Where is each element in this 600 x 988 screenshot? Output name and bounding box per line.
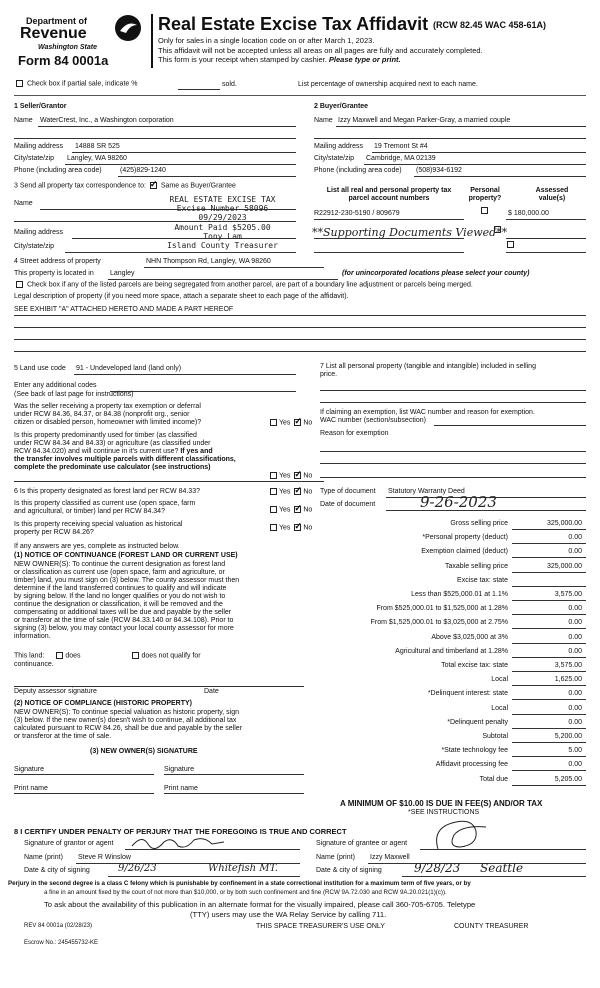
this-land-row [14, 652, 201, 660]
sig-line-right [164, 774, 304, 775]
s6-q3 [14, 521, 182, 537]
parcel-line3 [314, 252, 464, 253]
deputy-line [14, 686, 304, 687]
tax-row-label: Affidavit processing fee [435, 761, 508, 769]
tax-row-label: Exemption claimed (deduct) [421, 548, 508, 556]
doc-date[interactable]: 9-26-2023 [420, 493, 497, 511]
tax-row-value[interactable]: 0.00 [568, 619, 582, 627]
perjury-a: Perjury in the second degree is a class C felony which is punishable by confinement in a state correctional institution for a maximum term of five years, or by [8, 880, 471, 887]
s7-line1 [320, 390, 586, 391]
tax-row-value[interactable]: 325,000.00 [546, 562, 582, 570]
tax-row-label: Agricultural and timberland at 1.28% [395, 647, 508, 655]
grantor-date[interactable]: 9/26/23 [118, 863, 157, 874]
n1-l2: timber) land, you must sign on (3) below. The county assessor must then [14, 577, 240, 585]
s6-q3-answer [268, 524, 312, 532]
q2-line2: under RCW 84.34 and 84.33) or agriculture (as classified under [14, 440, 211, 448]
n2-title: (2) NOTICE OF COMPLIANCE (HISTORIC PROPERTY) [14, 700, 192, 707]
tax-row-label: Taxable selling price [444, 562, 508, 570]
deputy-date-label: Date [204, 688, 219, 695]
legal-label: Legal description of property (if you need more space, attach a separate sheet to each page of the affidavit). [14, 293, 349, 300]
personal-header-line2: property? [468, 195, 502, 203]
wac-text [320, 409, 535, 425]
s7-line2 [320, 402, 586, 403]
parcel-header-line2: parcel account numbers [348, 195, 430, 203]
legal-line1 [14, 315, 586, 316]
dept-line2: Revenue [20, 25, 87, 42]
tax-row-label: Total excise tax: state [441, 662, 508, 669]
n1-body [14, 561, 239, 641]
tax-row-label: Local [491, 676, 508, 684]
tax-row-line [512, 785, 586, 786]
seller-name-line [38, 126, 296, 127]
grantee-date-label: Date & city of signing [316, 867, 382, 874]
tax-row-label: *Personal property (deduct) [422, 534, 508, 542]
seller-name-line2 [14, 138, 296, 139]
treasurer-stamp [150, 195, 295, 250]
partial-sale-checkbox[interactable] [16, 80, 23, 87]
s6-q1-yes: Yes [279, 488, 291, 496]
n1-l9: information. [14, 633, 51, 641]
assessed-header-line2: value(s) [538, 195, 566, 203]
does-label: does [65, 652, 81, 660]
n1-l4: by signing below. If the land no longer qualifies or you do not wish to [14, 593, 226, 601]
tax-row-value[interactable]: 0.00 [568, 633, 582, 641]
n1-l5: continue the designation or classification, it will be removed and the [14, 601, 223, 609]
tax-row-line [512, 529, 586, 530]
buyer-city-line [364, 164, 586, 165]
n2-l1: (3) below. If the new owner(s) doesn't wish to continue, all additional tax [14, 717, 237, 725]
seller-mailing-label: Mailing address [14, 143, 64, 150]
s6-q3-line1: Is this property receiving special valuation as historical [14, 521, 183, 528]
header-note1: Only for sales in a single location code on or after March 1, 2023. [158, 36, 375, 45]
legal-line3 [14, 339, 586, 340]
tax-row-line [512, 543, 586, 544]
seller-mailing-line [72, 152, 296, 153]
q1-answer [268, 419, 312, 427]
seller-phone-label: Phone (including area code) [14, 167, 102, 174]
n3-title: (3) NEW OWNER(S) SIGNATURE [90, 748, 198, 755]
personal-checkbox-2[interactable] [494, 226, 501, 233]
stamp-line3: 09/29/2023 [198, 213, 247, 223]
q1-no-checkbox[interactable] [294, 419, 301, 426]
doc-type-label: Type of document [320, 488, 376, 495]
tax-row-line [512, 671, 586, 672]
continuance: continuance. [14, 661, 54, 668]
buyer-mailing[interactable]: 19 Tremont St #4 [374, 143, 428, 150]
tax-row-value[interactable]: 0.00 [568, 534, 582, 542]
q1-yes-checkbox[interactable] [270, 419, 277, 426]
n1-l0: NEW OWNER(S): To continue the current designation as forest land [14, 561, 226, 568]
q1-yes-label: Yes [279, 419, 291, 427]
parcel-header-line1: List all real and personal property tax [326, 187, 452, 194]
see-back: (See back of last page for instructions) [14, 391, 134, 398]
tax-row-line [512, 643, 586, 644]
reason-line2 [320, 463, 586, 464]
print-line-right [164, 793, 304, 794]
enter-codes: Enter any additional codes [14, 382, 97, 389]
wac-line1: If claiming an exemption, list WAC number and reason for exemption. [320, 409, 535, 416]
legal-line4 [14, 351, 586, 352]
tax-row-value[interactable]: 0.00 [568, 647, 582, 655]
wac-line2: WAC number (section/subsection) [320, 417, 426, 425]
seller-mailing[interactable]: 14888 SR 525 [75, 143, 120, 150]
n1-l7: or transferor at the time of sale (RCW 84.33.140 or 84.34.108). Prior to [14, 617, 234, 625]
tax-row-line [512, 614, 586, 615]
print-line-left [14, 793, 154, 794]
partial-sale-row [14, 80, 137, 88]
supporting-docs-stamp: **Supporting Documents Viewed** [312, 226, 508, 239]
deputy-label: Deputy assessor signature [14, 688, 97, 695]
doc-date-line [386, 510, 586, 511]
seller-name[interactable]: WaterCrest, Inc., a Washington corporation [40, 117, 174, 124]
buyer-name[interactable]: Izzy Maxwell and Megan Parker-Gray, a married couple [338, 117, 511, 124]
dor-logo [14, 14, 150, 68]
landuse-label: 5 Land use code [14, 365, 66, 372]
if-any: If any answers are yes, complete as instructed below. [14, 543, 180, 550]
tax-row-line [512, 728, 586, 729]
dept-line1: Department of [26, 16, 88, 26]
treasurer-only: THIS SPACE TREASURER'S USE ONLY [256, 923, 385, 930]
q2-line4: If yes and [180, 448, 213, 456]
s6-q2-yes: Yes [279, 506, 291, 514]
tax-row-line [512, 770, 586, 771]
q2-line3: RCW 84.34.020) and will continue in it's current use? [14, 448, 179, 456]
seller-city-label: City/state/zip [14, 155, 55, 162]
tax-row-value[interactable]: 0.00 [568, 548, 582, 556]
located-line [108, 279, 338, 280]
grantee-name[interactable]: Izzy Maxwell [370, 854, 410, 861]
buyer-city[interactable]: Cambridge, MA 02139 [366, 155, 436, 162]
tax-row-label: From $1,525,000.01 to $3,025,000 at 2.75% [370, 619, 508, 627]
q1-line3: citizen or disabled person, homeowner with limited income)? [14, 419, 202, 427]
codes-line [110, 391, 296, 392]
does-not-label: does not qualify for [141, 652, 201, 660]
doc-type[interactable]: Statutory Warranty Deed [388, 488, 465, 495]
divider-top [14, 95, 586, 96]
q3-line2: complete the predominate use calculator (see instructions) [14, 464, 211, 472]
street-address[interactable]: NHN Thompson Rd, Langley, WA 98260 [146, 258, 271, 265]
tax-row-line [512, 586, 586, 587]
s6-q1: 6 Is this property designated as forest land per RCW 84.33? [14, 488, 200, 495]
n1-l3: determine if the land transferred continues to qualify and will indicate [14, 585, 227, 593]
n2-l0: NEW OWNER(S): To continue special valuation as historic property, sign [14, 709, 239, 716]
q3-no-label: No [303, 472, 313, 480]
tax-row-line [512, 699, 586, 700]
legal-line2 [14, 327, 586, 328]
tax-row-value[interactable]: 0.00 [568, 605, 582, 613]
buyer-phone-line [414, 176, 586, 177]
q1-line1: Was the seller receiving a property tax exemption or deferral [14, 403, 201, 410]
section3-name-label: Name [14, 200, 33, 207]
minimum-fee: A MINIMUM OF $10.00 IS DUE IN FEE(S) AND/OR TAX [340, 799, 543, 808]
dept-line3: Washington State [38, 44, 97, 51]
grantor-city[interactable]: Whitefish MT. [208, 863, 278, 874]
tax-row-value[interactable]: 0.00 [568, 718, 582, 726]
located-label: This property is located in [14, 270, 94, 277]
grantor-signature [128, 832, 248, 854]
tax-row-value[interactable]: 0.00 [568, 761, 582, 769]
partial-percent-line [178, 89, 220, 90]
s6-q2-answer [268, 506, 312, 514]
tax-row-value[interactable]: 325,000.00 [546, 520, 582, 527]
section3-heading-row [14, 182, 236, 190]
located-note: (for unincorporated locations please select your county) [342, 270, 530, 277]
segregated-checkbox[interactable] [16, 281, 23, 288]
tax-row-line [512, 714, 586, 715]
grantee-date-line [402, 876, 586, 877]
q2-text [14, 432, 236, 472]
s6-q1-answer [268, 488, 312, 496]
sig-label-right: Signature [164, 766, 194, 773]
reason-label: Reason for exemption [320, 430, 389, 437]
seller-phone-line [118, 176, 296, 177]
assessed-line3 [506, 252, 586, 253]
q2-line1: Is this property predominantly used for timber (as classified [14, 432, 197, 439]
parcel-number[interactable]: R22912-230-5190 / 809679 [314, 210, 400, 217]
buyer-mailing-line [372, 152, 586, 153]
n1-l6: compensating or additional taxes will be due and payable by the seller [14, 609, 232, 617]
q3-answer [268, 472, 312, 480]
q3-yes-label: Yes [279, 472, 291, 480]
tax-row-line [512, 600, 586, 601]
personal-header [465, 187, 505, 203]
section3-heading: 3 Send all property tax correspondence to: [14, 182, 146, 190]
tax-row-line [512, 572, 586, 573]
section3-city-line [65, 252, 296, 253]
tax-row-value[interactable]: 0.00 [568, 690, 582, 698]
s6-q2-yes-checkbox[interactable] [270, 506, 277, 513]
grantee-city[interactable]: Seattle [480, 861, 524, 875]
assessed-value[interactable]: $ 180,000.00 [508, 210, 549, 217]
street-line [144, 267, 324, 268]
s6-q1-no: No [303, 488, 313, 496]
tax-row-value[interactable]: 3,575.00 [554, 591, 582, 598]
header-note3 [158, 56, 401, 65]
tax-row-label: Excise tax: state [457, 576, 508, 584]
section3-mailing-label: Mailing address [14, 229, 64, 236]
s6-q2-no: No [303, 506, 313, 514]
parcel-line1 [314, 219, 464, 220]
q1-text [14, 403, 201, 427]
q3-line1: the transfer involves multiple parcels with different classifications, [14, 456, 236, 464]
tax-row-label: Gross selling price [450, 520, 508, 527]
tax-row-line [512, 657, 586, 658]
assessed-line2 [506, 238, 586, 239]
perjury-b: a fine in an amount fixed by the court of not more than $10,000, or by both such confinement and fine (RCW 9A.72.030 and RCW 9A.20.021(1)(c)). [44, 889, 447, 896]
buyer-name-line [336, 126, 586, 127]
partial-sold: sold. [222, 81, 237, 88]
tax-row-value[interactable]: 5,205.00 [554, 775, 582, 783]
buyer-name-line2 [314, 138, 586, 139]
assessed-line1 [506, 219, 586, 220]
grantee-name-line [368, 863, 586, 864]
tax-row-line [512, 685, 586, 686]
tax-row-value[interactable]: 5,200.00 [554, 733, 582, 740]
sig-label-left: Signature [14, 766, 44, 773]
ownership-note: List percentage of ownership acquired next to each name. [298, 81, 478, 88]
tax-row-label: Less than $525,000.01 at 1.1% [411, 591, 508, 598]
does-checkbox[interactable] [56, 652, 63, 659]
s7-heading-a: 7 List all personal property (tangible and intangible) included in selling [320, 363, 536, 370]
grantor-name[interactable]: Steve R Winslow [78, 854, 131, 861]
alt-format-1: To ask about the availability of this publication in an alternate format for the visually impaired, please call 360-705-6705. Teletype [44, 900, 476, 909]
parcel-line2 [314, 238, 464, 239]
segregated-label: Check box if any of the listed parcels are being segregated from another parcel, are part of a boundary line adjustment or parcels being merged. [26, 281, 473, 289]
tax-row-label: *Delinquent interest: state [427, 690, 508, 698]
seller-name-label: Name [14, 117, 33, 124]
sig-line-left [14, 774, 154, 775]
n1-l8: signing (3) below, you may contact your local county assessor for more [14, 625, 234, 633]
n1-title: (1) NOTICE OF CONTINUANCE (FOREST LAND OR CURRENT USE) [14, 552, 238, 559]
does-not-checkbox[interactable] [132, 652, 139, 659]
landuse-value[interactable]: 91 - Undeveloped land (land only) [76, 365, 182, 372]
stamp-line5: Tony Lam [203, 231, 242, 241]
n2-l2: calculated pursuant to RCW 84.26, shall be due and payable by the seller [14, 725, 243, 733]
s6-q3-yes-checkbox[interactable] [270, 524, 277, 531]
header-divider [151, 14, 153, 68]
s6-q2-line2: and agricultural, or timber) land per RCW 84.34? [14, 508, 165, 516]
s8-heading: 8 I CERTIFY UNDER PENALTY OF PERJURY THAT THE FOREGOING IS TRUE AND CORRECT [14, 827, 347, 836]
q3-no-checkbox[interactable] [294, 472, 301, 479]
tax-row-label: Local [491, 704, 508, 712]
tax-row-label: Total due [479, 775, 508, 783]
tax-row-label: *State technology fee [441, 747, 508, 755]
section3-city-label: City/state/zip [14, 243, 55, 250]
tax-row-value[interactable]: 3,575.00 [554, 662, 582, 669]
seller-heading: 1 Seller/Grantor [14, 103, 67, 110]
stamp-line1: REAL ESTATE EXCISE TAX [169, 195, 276, 204]
grantor-sig-label: Signature of grantor or agent [24, 840, 114, 847]
stamp-line6: Island County Treasurer [167, 240, 278, 250]
s7-heading-b: price. [320, 371, 338, 379]
buyer-city-label: City/state/zip [314, 155, 355, 162]
buyer-name-label: Name [314, 117, 333, 124]
alt-format-2: (TTY) users may use the WA Relay Service by calling 711. [190, 910, 387, 919]
n2-l3: or transferor at the time of sale. [14, 733, 112, 741]
grantee-signature [428, 815, 498, 855]
grantor-date-line [108, 876, 300, 877]
s6-q3-yes: Yes [279, 524, 291, 532]
header-note3-b: Please type or print. [328, 55, 401, 64]
tax-row-line [512, 742, 586, 743]
same-as-buyer-label: Same as Buyer/Grantee [160, 182, 236, 190]
personal-header-line1: Personal [470, 187, 500, 194]
tax-row-value[interactable]: 5.00 [568, 747, 582, 755]
segregated-row [14, 281, 473, 289]
q1-no-label: No [303, 419, 313, 427]
located-value[interactable]: Langley [110, 270, 135, 277]
s7-heading [320, 363, 536, 379]
s6-q2 [14, 500, 195, 516]
grantee-date[interactable]: 9/28/23 [414, 861, 461, 875]
s6-q2-no-checkbox[interactable] [294, 506, 301, 513]
reason-line1 [320, 451, 586, 452]
parcel-header [314, 187, 464, 203]
grantee-name-label: Name (print) [316, 854, 355, 861]
buyer-phone[interactable]: (508)934-6192 [416, 167, 462, 174]
legal-value[interactable]: SEE EXHIBIT "A" ATTACHED HERETO AND MADE A PART HEREOF [14, 306, 234, 313]
q3-yes-checkbox[interactable] [270, 472, 277, 479]
reason-line3 [320, 477, 586, 478]
this-land: This land: [14, 652, 45, 660]
assessed-header-line1: Assessed [535, 187, 569, 194]
section5-bottom-line [14, 481, 324, 482]
s6-q1-yes-checkbox[interactable] [270, 488, 277, 495]
see-instructions: *SEE INSTRUCTIONS [408, 809, 480, 816]
personal-checkbox-3[interactable] [507, 241, 514, 248]
print-label-right: Print name [164, 785, 198, 792]
buyer-mailing-label: Mailing address [314, 143, 364, 150]
form-number: Form 84 0001a [18, 53, 109, 68]
tax-row-label: Above $3,025,000 at 3% [431, 633, 508, 641]
s6-q2-line1: Is this property classified as current use (open space, farm [14, 500, 196, 507]
stamp-line2: Excise Number 58096 [176, 204, 269, 214]
same-as-buyer-checkbox[interactable] [150, 182, 157, 189]
tax-row-value[interactable]: 1,625.00 [554, 676, 582, 684]
rev-number: REV 84 0001a (02/28/23) [24, 923, 93, 929]
print-label-left: Print name [14, 785, 48, 792]
doc-date-label: Date of document [320, 501, 376, 508]
tax-row-label: From $525,000.01 to $1,525,000 at 1.28% [376, 605, 508, 613]
partial-sale-label: Check box if partial sale, indicate % [26, 80, 138, 88]
street-label: 4 Street address of property [14, 258, 101, 265]
s6-q3-line2: property per RCW 84.26? [14, 529, 94, 537]
header-note3-a: This form is your receipt when stamped by cashier. [158, 55, 327, 64]
tax-row-label: *Delinquent penalty [447, 718, 508, 726]
seller-city-line [65, 164, 296, 165]
wac-field-line [434, 425, 586, 426]
grantor-date-label: Date & city of signing [24, 867, 90, 874]
header-note2: This affidavit will not be accepted unless all areas on all pages are fully and accurately completed. [158, 46, 483, 55]
grantee-sig-label: Signature of grantee or agent [316, 840, 408, 847]
tax-row-value[interactable]: 0.00 [568, 704, 582, 712]
escrow-number: Escrow No.: 245455732-KE [24, 940, 99, 946]
personal-checkbox-1[interactable] [481, 207, 488, 214]
n1-l1: or classification as current use (open space, farm and agriculture, or [14, 569, 225, 577]
stamp-line4: Amount Paid $5205.00 [174, 222, 271, 232]
s6-q1-no-checkbox[interactable] [294, 488, 301, 495]
q1-line2: under RCW 84.36, 84.37, or 84.38 (nonprofit org., senior [14, 411, 190, 419]
grantor-name-label: Name (print) [24, 854, 63, 861]
tax-row-line [512, 557, 586, 558]
county-treasurer: COUNTY TREASURER [454, 923, 529, 930]
tax-row-line [512, 628, 586, 629]
form-title: Real Estate Excise Tax Affidavit [158, 14, 429, 34]
assessed-header [518, 187, 586, 203]
s6-q3-no-checkbox[interactable] [294, 524, 301, 531]
buyer-phone-label: Phone (including area code) [314, 167, 402, 174]
form-rcw: (RCW 82.45 WAC 458-61A) [433, 20, 547, 30]
n2-body [14, 709, 242, 741]
tax-row-label: Subtotal [482, 733, 508, 740]
landuse-line [74, 374, 296, 375]
seller-city[interactable]: Langley, WA 98260 [67, 155, 127, 162]
seller-phone[interactable]: (425)829-1240 [120, 167, 166, 174]
s6-q3-no: No [303, 524, 313, 532]
buyer-heading: 2 Buyer/Grantee [314, 103, 369, 110]
revenue-logo-icon [114, 14, 142, 42]
tax-row-line [512, 756, 586, 757]
